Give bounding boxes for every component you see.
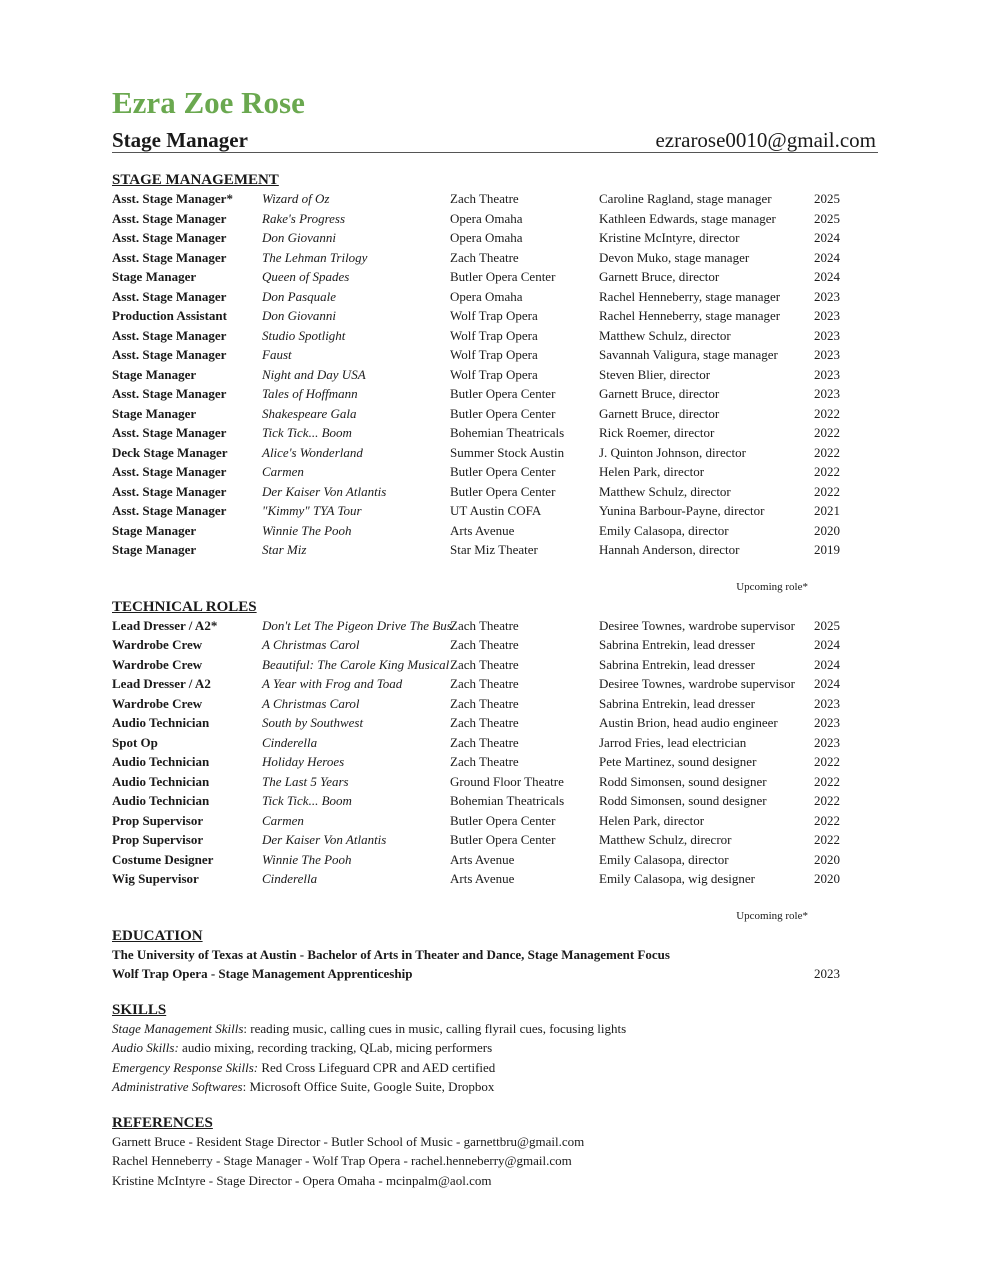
education-list bbox=[112, 945, 878, 984]
credit-company: Butler Opera Center bbox=[450, 832, 556, 847]
credit-year: 2020 bbox=[814, 851, 840, 867]
credit-company: Zach Theatre bbox=[450, 637, 519, 652]
credit-company: Opera Omaha bbox=[450, 230, 523, 245]
credit-role: Lead Dresser / A2* bbox=[112, 617, 218, 633]
credit-company: Opera Omaha bbox=[450, 210, 523, 226]
credit-show: Holiday Heroes bbox=[262, 754, 345, 769]
section-title-skills: SKILLS bbox=[112, 1001, 167, 1018]
credit-row bbox=[112, 501, 878, 521]
credit-role: Wardrobe Crew bbox=[112, 656, 203, 672]
credit-role: Costume Designer bbox=[112, 851, 214, 867]
credit-row bbox=[112, 267, 878, 287]
credit-contact: Savannah Valigura, stage manager bbox=[599, 347, 778, 362]
credit-role: Asst. Stage Manager* bbox=[112, 191, 233, 206]
credit-row bbox=[112, 694, 878, 714]
credit-company: Butler Opera Center bbox=[450, 269, 556, 284]
credit-year: 2024 bbox=[814, 249, 840, 265]
credit-contact: Helen Park, director bbox=[599, 464, 705, 479]
section-title-stage-management: STAGE MANAGEMENT bbox=[112, 172, 279, 188]
credit-row bbox=[112, 752, 878, 772]
credit-company: Wolf Trap Opera bbox=[450, 327, 538, 343]
credit-show: Cinderella bbox=[262, 734, 318, 750]
credit-year: 2019 bbox=[814, 542, 840, 557]
credit-show: Queen of Spades bbox=[262, 269, 350, 284]
credit-role: Stage Manager bbox=[112, 522, 197, 538]
credit-year: 2024 bbox=[814, 269, 840, 284]
credit-company: Zach Theatre bbox=[450, 249, 519, 265]
education-item bbox=[112, 964, 878, 984]
credit-row bbox=[112, 850, 878, 870]
credit-contact: Matthew Schulz, director bbox=[599, 327, 731, 343]
credit-contact: Emily Calasopa, director bbox=[599, 851, 729, 867]
credit-role: Audio Technician bbox=[112, 793, 210, 808]
skill-separator: : bbox=[243, 1020, 248, 1036]
credit-role: Asst. Stage Manager bbox=[112, 327, 227, 343]
credit-company: Bohemian Theatricals bbox=[450, 793, 565, 808]
credit-role: Asst. Stage Manager bbox=[112, 483, 227, 499]
credit-contact: Rick Roemer, director bbox=[599, 425, 715, 440]
credit-row bbox=[112, 655, 878, 675]
credit-year: 2023 bbox=[814, 327, 840, 343]
credit-show: Tick Tick... Boom bbox=[262, 793, 352, 808]
credit-row bbox=[112, 791, 878, 811]
credit-row bbox=[112, 326, 878, 346]
credit-contact: Steven Blier, director bbox=[599, 366, 711, 382]
credit-contact: Pete Martinez, sound designer bbox=[599, 754, 757, 769]
credit-row bbox=[112, 540, 878, 560]
credit-year: 2023 bbox=[814, 347, 840, 362]
credit-row bbox=[112, 713, 878, 733]
credit-company: Ground Floor Theatre bbox=[450, 773, 564, 789]
credit-row bbox=[112, 345, 878, 365]
credit-show: Night and Day USA bbox=[262, 366, 366, 382]
credit-role: Audio Technician bbox=[112, 754, 210, 769]
credit-show: The Lehman Trilogy bbox=[262, 249, 368, 265]
credit-show: Wizard of Oz bbox=[262, 191, 330, 206]
credit-show: Don Giovanni bbox=[262, 230, 337, 245]
credit-year: 2024 bbox=[814, 656, 840, 672]
credit-show: Winnie The Pooh bbox=[262, 522, 352, 538]
person-name: Ezra Zoe Rose bbox=[112, 85, 305, 120]
credit-role: Stage Manager bbox=[112, 366, 197, 382]
credit-role: Asst. Stage Manager bbox=[112, 288, 227, 304]
credit-row bbox=[112, 209, 878, 229]
references-list bbox=[112, 1132, 878, 1191]
credit-year: 2022 bbox=[814, 773, 840, 789]
credit-row bbox=[112, 830, 878, 850]
credit-role: Lead Dresser / A2 bbox=[112, 676, 211, 691]
reference-item: Rachel Henneberry - Stage Manager - Wolf Trap Opera - rachel.henneberry@gmail.com bbox=[112, 1153, 572, 1168]
job-title: Stage Manager bbox=[112, 128, 248, 152]
credit-row bbox=[112, 248, 878, 268]
credit-year: 2022 bbox=[814, 812, 840, 828]
credit-show: Alice's Wonderland bbox=[262, 444, 363, 460]
credit-row bbox=[112, 404, 878, 424]
section-title-technical-roles: TECHNICAL ROLES bbox=[112, 598, 257, 615]
credit-role: Audio Technician bbox=[112, 715, 210, 730]
credit-year: 2020 bbox=[814, 871, 840, 886]
credit-company: Butler Opera Center bbox=[450, 464, 556, 479]
skills-list bbox=[112, 1019, 878, 1097]
credit-company: Wolf Trap Opera bbox=[450, 308, 538, 323]
credit-year: 2023 bbox=[814, 715, 840, 730]
section-title-references: REFERENCES bbox=[112, 1114, 213, 1131]
skill-label: Audio Skills: bbox=[112, 1040, 179, 1055]
credit-contact: Caroline Ragland, stage manager bbox=[599, 191, 772, 206]
credit-company: Arts Avenue bbox=[450, 851, 515, 867]
credit-row bbox=[112, 462, 878, 482]
credit-contact: Sabrina Entrekin, lead dresser bbox=[599, 695, 755, 711]
credit-role: Asst. Stage Manager bbox=[112, 230, 227, 245]
credit-show: Cinderella bbox=[262, 871, 318, 886]
credit-role: Deck Stage Manager bbox=[112, 444, 228, 460]
credit-contact: Yunina Barbour-Payne, director bbox=[599, 503, 765, 518]
credit-show: Tick Tick... Boom bbox=[262, 425, 352, 440]
credit-contact: Sabrina Entrekin, lead dresser bbox=[599, 637, 755, 652]
credit-role: Stage Manager bbox=[112, 269, 197, 284]
credit-row bbox=[112, 189, 878, 209]
credit-show: Tales of Hoffmann bbox=[262, 386, 358, 401]
credit-show: Der Kaiser Von Atlantis bbox=[262, 832, 387, 847]
upcoming-role-note bbox=[112, 907, 878, 925]
credit-show: Studio Spotlight bbox=[262, 327, 346, 343]
credit-year: 2021 bbox=[814, 503, 840, 518]
credit-show: Carmen bbox=[262, 812, 304, 828]
credit-year: 2023 bbox=[814, 288, 840, 304]
credit-show: Beautiful: The Carole King Musical bbox=[262, 656, 450, 672]
credit-company: Zach Theatre bbox=[450, 656, 519, 672]
credit-year: 2022 bbox=[814, 425, 840, 440]
credit-role: Asst. Stage Manager bbox=[112, 249, 227, 265]
credit-show: "Kimmy" TYA Tour bbox=[262, 503, 362, 518]
credit-contact: Jarrod Fries, lead electrician bbox=[599, 734, 747, 750]
credit-show: Faust bbox=[262, 347, 292, 362]
credit-company: Butler Opera Center bbox=[450, 386, 556, 401]
resume-page bbox=[112, 84, 878, 1190]
credit-row bbox=[112, 521, 878, 541]
credit-year: 2022 bbox=[814, 793, 840, 808]
credit-contact: Desiree Townes, wardrobe supervisor bbox=[599, 617, 795, 633]
credit-show: The Last 5 Years bbox=[262, 773, 349, 789]
section-title-education: EDUCATION bbox=[112, 927, 203, 944]
credit-contact: Austin Brion, head audio engineer bbox=[599, 715, 778, 730]
credit-contact: Desiree Townes, wardrobe supervisor bbox=[599, 676, 795, 691]
credit-show: Don't Let The Pigeon Drive The Bus bbox=[262, 617, 452, 633]
credit-show: Shakespeare Gala bbox=[262, 405, 357, 421]
credit-year: 2025 bbox=[814, 617, 840, 633]
credit-contact: Matthew Schulz, direcror bbox=[599, 832, 732, 847]
education-text: The University of Texas at Austin - Bachelor of Arts in Theater and Dance, Stage Management Focus bbox=[112, 946, 670, 962]
skill-label: Stage Management Skills bbox=[112, 1020, 244, 1036]
credit-role: Asst. Stage Manager bbox=[112, 503, 227, 518]
credit-company: Opera Omaha bbox=[450, 288, 523, 304]
credit-row bbox=[112, 733, 878, 753]
credit-show: A Year with Frog and Toad bbox=[262, 676, 403, 691]
credit-contact: Kathleen Edwards, stage manager bbox=[599, 210, 776, 226]
skill-label: Administrative Softwares bbox=[112, 1079, 243, 1094]
credit-company: Zach Theatre bbox=[450, 617, 519, 633]
credit-row bbox=[112, 869, 878, 889]
credit-contact: Kristine McIntyre, director bbox=[599, 230, 740, 245]
credit-company: Wolf Trap Opera bbox=[450, 347, 538, 362]
credit-show: Don Giovanni bbox=[262, 308, 337, 323]
education-year: 2023 bbox=[814, 966, 840, 981]
credit-role: Stage Manager bbox=[112, 405, 197, 421]
credit-company: Zach Theatre bbox=[450, 191, 519, 206]
credit-year: 2023 bbox=[814, 695, 840, 711]
credit-role: Asst. Stage Manager bbox=[112, 425, 227, 440]
credit-company: Zach Theatre bbox=[450, 754, 519, 769]
credit-role: Production Assistant bbox=[112, 308, 227, 323]
credit-contact: Hannah Anderson, director bbox=[599, 542, 740, 557]
header-line bbox=[112, 122, 878, 153]
credit-row bbox=[112, 287, 878, 307]
credit-row bbox=[112, 772, 878, 792]
credit-year: 2023 bbox=[814, 366, 840, 382]
credit-role: Asst. Stage Manager bbox=[112, 347, 227, 362]
credit-contact: Garnett Bruce, director bbox=[599, 269, 720, 284]
upcoming-role-note-text: Upcoming role* bbox=[736, 580, 808, 593]
credit-row bbox=[112, 365, 878, 385]
skill-item bbox=[112, 1077, 878, 1097]
credit-row bbox=[112, 482, 878, 502]
credit-year: 2022 bbox=[814, 832, 840, 847]
credit-company: Butler Opera Center bbox=[450, 812, 556, 828]
credit-company: Bohemian Theatricals bbox=[450, 425, 565, 440]
credit-show: Rake's Progress bbox=[262, 210, 346, 226]
credit-row bbox=[112, 228, 878, 248]
credit-contact: Rachel Henneberry, stage manager bbox=[599, 308, 781, 323]
credit-role: Asst. Stage Manager bbox=[112, 464, 227, 479]
skill-item bbox=[112, 1058, 878, 1078]
credit-contact: Emily Calasopa, wig designer bbox=[599, 871, 755, 886]
credit-row bbox=[112, 616, 878, 636]
credit-year: 2024 bbox=[814, 230, 840, 245]
credit-company: Zach Theatre bbox=[450, 734, 519, 750]
credit-company: Zach Theatre bbox=[450, 715, 519, 730]
credit-show: Winnie The Pooh bbox=[262, 851, 352, 867]
credit-contact: Rodd Simonsen, sound designer bbox=[599, 793, 767, 808]
credit-role: Asst. Stage Manager bbox=[112, 210, 227, 226]
credit-contact: Emily Calasopa, director bbox=[599, 522, 729, 538]
credit-contact: Sabrina Entrekin, lead dresser bbox=[599, 656, 755, 672]
credit-year: 2022 bbox=[814, 483, 840, 499]
credit-show: Der Kaiser Von Atlantis bbox=[262, 483, 387, 499]
credit-contact: Devon Muko, stage manager bbox=[599, 249, 750, 265]
credit-contact: Garnett Bruce, director bbox=[599, 386, 720, 401]
credit-role: Stage Manager bbox=[112, 542, 197, 557]
skill-separator: : bbox=[242, 1079, 247, 1094]
credit-company: Butler Opera Center bbox=[450, 483, 556, 499]
reference-item: Garnett Bruce - Resident Stage Director - Butler School of Music - garnettbru@gmail.com bbox=[112, 1133, 585, 1149]
credit-company: Arts Avenue bbox=[450, 871, 515, 886]
credit-company: Butler Opera Center bbox=[450, 405, 556, 421]
email-address: ezrarose0010@gmail.com bbox=[655, 128, 876, 152]
credit-show: A Christmas Carol bbox=[262, 695, 360, 711]
credit-role: Audio Technician bbox=[112, 773, 210, 789]
credit-contact: Rachel Henneberry, stage manager bbox=[599, 288, 781, 304]
credit-year: 2025 bbox=[814, 191, 840, 206]
skill-text: reading music, calling cues in music, calling flyrail cues, focusing lights bbox=[247, 1020, 627, 1036]
credit-row bbox=[112, 423, 878, 443]
credit-show: Star Miz bbox=[262, 542, 307, 557]
credit-row bbox=[112, 306, 878, 326]
credit-year: 2022 bbox=[814, 444, 840, 460]
credit-year: 2023 bbox=[814, 386, 840, 401]
skill-item bbox=[112, 1038, 878, 1058]
credit-row bbox=[112, 811, 878, 831]
credit-year: 2023 bbox=[814, 308, 840, 323]
skill-text: Microsoft Office Suite, Google Suite, Dropbox bbox=[246, 1079, 495, 1094]
stage-management-table bbox=[112, 189, 878, 560]
skill-text: Red Cross Lifeguard CPR and AED certified bbox=[258, 1059, 496, 1075]
credit-company: Zach Theatre bbox=[450, 695, 519, 711]
credit-year: 2022 bbox=[814, 464, 840, 479]
credit-year: 2022 bbox=[814, 405, 840, 421]
education-text: Wolf Trap Opera - Stage Management Apprenticeship bbox=[112, 966, 413, 981]
credit-row bbox=[112, 635, 878, 655]
reference-item: Kristine McIntyre - Stage Director - Opera Omaha - mcinpalm@aol.com bbox=[112, 1172, 492, 1188]
credit-row bbox=[112, 443, 878, 463]
credit-company: Arts Avenue bbox=[450, 522, 515, 538]
credit-year: 2022 bbox=[814, 754, 840, 769]
credit-show: A Christmas Carol bbox=[262, 637, 360, 652]
upcoming-role-note-text: Upcoming role* bbox=[736, 909, 808, 922]
credit-year: 2023 bbox=[814, 734, 840, 750]
credit-year: 2024 bbox=[814, 676, 840, 691]
credit-role: Prop Supervisor bbox=[112, 832, 204, 847]
upcoming-role-note bbox=[112, 578, 878, 596]
skill-label: Emergency Response Skills: bbox=[112, 1059, 259, 1075]
education-item bbox=[112, 945, 878, 965]
credit-contact: Matthew Schulz, director bbox=[599, 483, 731, 499]
credit-year: 2025 bbox=[814, 210, 840, 226]
credit-role: Asst. Stage Manager bbox=[112, 386, 227, 401]
skill-text: audio mixing, recording tracking, QLab, micing performers bbox=[178, 1040, 493, 1055]
credit-role: Spot Op bbox=[112, 734, 158, 750]
credit-contact: Garnett Bruce, director bbox=[599, 405, 720, 421]
credit-company: Wolf Trap Opera bbox=[450, 366, 538, 382]
credit-year: 2020 bbox=[814, 522, 840, 538]
credit-role: Wardrobe Crew bbox=[112, 637, 203, 652]
credit-role: Wardrobe Crew bbox=[112, 695, 203, 711]
credit-role: Prop Supervisor bbox=[112, 812, 204, 828]
skill-item bbox=[112, 1019, 878, 1039]
credit-company: Zach Theatre bbox=[450, 676, 519, 691]
credit-company: UT Austin COFA bbox=[450, 503, 542, 518]
credit-contact: Helen Park, director bbox=[599, 812, 705, 828]
credit-contact: J. Quinton Johnson, director bbox=[599, 444, 746, 460]
credit-show: South by Southwest bbox=[262, 715, 364, 730]
credit-company: Star Miz Theater bbox=[450, 542, 538, 557]
credit-year: 2024 bbox=[814, 637, 840, 652]
credit-contact: Rodd Simonsen, sound designer bbox=[599, 773, 767, 789]
credit-role: Wig Supervisor bbox=[112, 871, 199, 886]
credit-show: Don Pasquale bbox=[262, 288, 337, 304]
credit-row bbox=[112, 384, 878, 404]
credit-row bbox=[112, 674, 878, 694]
credit-company: Summer Stock Austin bbox=[450, 444, 565, 460]
technical-roles-table bbox=[112, 616, 878, 889]
credit-show: Carmen bbox=[262, 464, 304, 479]
